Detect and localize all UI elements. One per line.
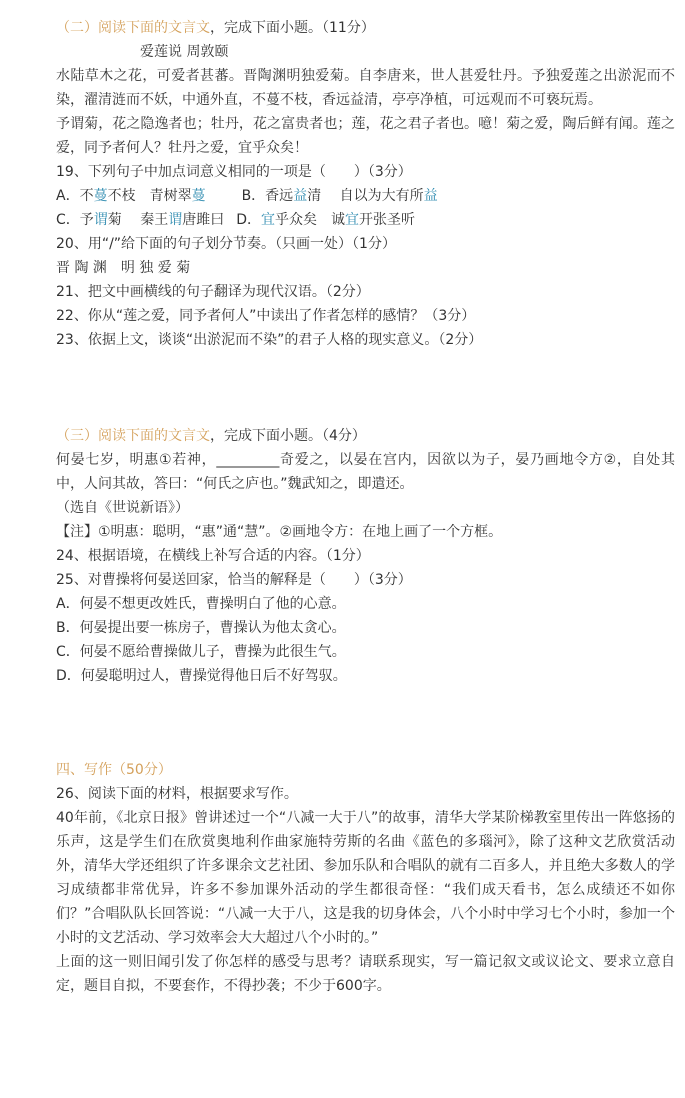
option-a-dotted-2: 蔓 (191, 188, 206, 204)
question-25: 25、对曹操将何晏送回家，恰当的解释是（ ）（3分） (56, 572, 412, 588)
option-c-text-2: 菊 秦王 (107, 212, 169, 228)
question-25-option-a: A．何晏不想更改姓氏，曹操明白了他的心意。 (56, 596, 346, 612)
option-c-dotted-1: 谓 (93, 212, 108, 228)
option-d-dotted-1: 宜 (261, 212, 276, 228)
passage-paragraph-1: 水陆草木之花，可爱者甚蕃。晋陶渊明独爱菊。自李唐来，世人甚爱牡丹。予独爱莲之出淤泥而不染，濯清涟而不妖，中通外直，不蔓不枝，香远益清，亭亭净植，可远观而不可亵玩焉。 (56, 68, 675, 108)
passage-2-source: （选自《世说新语》） (56, 500, 189, 516)
section-3-heading (56, 424, 675, 448)
section-3-heading-rest: ，完成下面小题。（4分） (210, 428, 366, 444)
option-d (236, 208, 415, 232)
question-25-option-d: D．何晏聪明过人，曹操觉得他日后不好驾驭。 (56, 668, 347, 684)
passage-2-note: 【注】①明惠：聪明，“惠”通“慧”。②画地令方：在地上画了一个方框。 (56, 524, 503, 540)
option-b-text-2: 清 自以为大有所 (307, 188, 424, 204)
option-d-text-1: D． (236, 212, 262, 228)
section-2-heading (56, 16, 675, 40)
question-19-options-cd (56, 208, 675, 232)
option-b (242, 184, 438, 208)
passage-paragraph-2: 予谓菊，花之隐逸者也；牡丹，花之富贵者也；莲，花之君子者也。噫！菊之爱，陶后鲜有闻。莲之爱，同予者何人？牡丹之爱，宜乎众矣！ (56, 116, 675, 156)
writing-requirement-paragraph: 上面的这一则旧闻引发了你怎样的感受与思考？请联系现实，写一篇记叙文或议论文、要求立意自定，题目自拟，不要套作，不得抄袭；不少于600字。 (56, 954, 675, 994)
question-20-sentence: 晋 陶 渊 明 独 爱 菊 (56, 260, 191, 276)
option-d-text-3: 开张圣听 (359, 212, 416, 228)
section-4-heading: 四、写作（50分） (56, 762, 172, 778)
question-22: 22、你从“莲之爱，同予者何人”中读出了作者怎样的感情？（3分） (56, 308, 476, 324)
question-26: 26、阅读下面的材料，根据要求写作。 (56, 786, 298, 802)
option-a-text-2: 不枝 青树翠 (107, 188, 192, 204)
section-3-heading-highlight: （三）阅读下面的文言文 (56, 428, 210, 444)
option-d-dotted-2: 宜 (345, 212, 360, 228)
option-c-dotted-2: 谓 (168, 212, 183, 228)
question-19: 19、下列句子中加点词意义相同的一项是（ ）（3分） (56, 164, 412, 180)
question-25-option-c: C．何晏不愿给曹操做儿子，曹操为此很生气。 (56, 644, 346, 660)
option-b-dotted-1: 益 (293, 188, 308, 204)
question-25-option-b: B．何晏提出要一栋房子，曹操认为他太贪心。 (56, 620, 346, 636)
question-23: 23、依据上文，谈谈“出淤泥而不染”的君子人格的现实意义。（2分） (56, 332, 483, 348)
question-24: 24、根据语境，在横线上补写合适的内容。（1分） (56, 548, 370, 564)
option-d-text-2: 乎众矣 诚 (275, 212, 346, 228)
section-4 (56, 758, 675, 998)
passage-2-paragraph: 何晏七岁，明惠①若神，_________奇爱之，以晏在宫内，因欲以为子，晏乃画地令方②，自处其中，人问其故，答曰：“何氏之庐也。”魏武知之，即遣还。 (56, 452, 675, 492)
option-c-text-3: 唐雎曰 (182, 212, 225, 228)
option-b-text-1: B．香远 (241, 188, 294, 204)
option-a-text-1: A．不 (56, 188, 94, 204)
question-20: 20、用“/”给下面的句子划分节奏。（只画一处）（1分） (56, 236, 396, 252)
option-c-text-1: C．予 (56, 212, 94, 228)
section-3 (56, 424, 675, 688)
passage-title: 爱莲说 周敦颐 (140, 44, 229, 60)
writing-material-paragraph: 40年前，《北京日报》曾讲述过一个“八减一大于八”的故事，清华大学某阶梯教室里传出一阵悠扬的乐声，这是学生们在欣赏奥地利作曲家施特劳斯的名曲《蓝色的多瑙河》，除了这种文艺欣赏活动外，清华大学还组织了许多课余文艺社团、参加乐队和合唱队的就有二百多人，并且绝大多数人的学习成绩都非常优异，许多不参加课外活动的学生都很奇怪：“我们成天看书，怎么成绩还不如你们？”合唱队队长回答说：“八减一大于八，这是我的切身体会，八个小时中学习七个小时，参加一个小时的文艺活动、学习效率会大大超过八个小时的。” (56, 810, 675, 946)
section-2-heading-rest: ，完成下面小题。（11分） (210, 20, 375, 36)
section-2 (56, 16, 675, 352)
question-19-options-ab (56, 184, 675, 208)
section-2-heading-highlight: （二）阅读下面的文言文 (56, 20, 210, 36)
option-a-dotted-1: 蔓 (93, 188, 108, 204)
question-21: 21、把文中画横线的句子翻译为现代汉语。（2分） (56, 284, 370, 300)
option-b-dotted-2: 益 (423, 188, 438, 204)
